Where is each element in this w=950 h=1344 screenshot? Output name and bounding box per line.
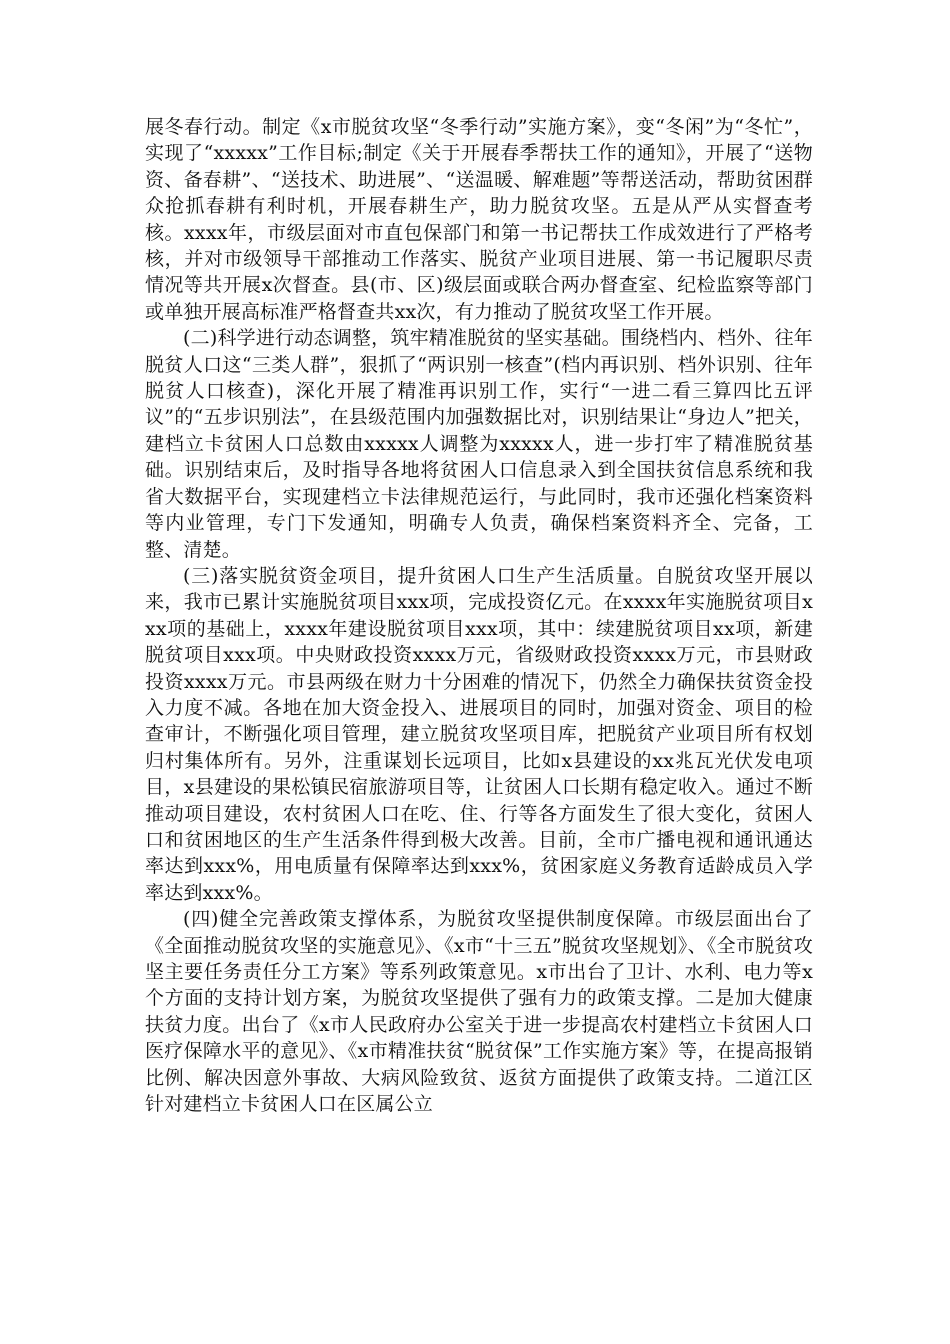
- paragraph-4: (四)健全完善政策支撑体系，为脱贫攻坚提供制度保障。市级层面出台了《全面推动脱贫攻坚的实施意见》、《x市“十三五”脱贫攻坚规划》、《全市脱贫攻坚主要任务责任分工方案》等系列政策意见。x市出台了卫计、水利、电力等x个方面的支持计划方案，为脱贫攻坚提供了强有力的政策支撑。二是加大健康扶贫力度。出台了《x市人民政府办公室关于进一步提高农村建档立卡贫困人口医疗保障水平的意见》、《x市精准扶贫“脱贫保”工作实施方案》等，在提高报销比例、解决因意外事故、大病风险致贫、返贫方面提供了政策支持。二道江区针对建档立卡贫困人口在区属公立: [145, 908, 813, 1116]
- paragraph-3: (三)落实脱贫资金项目，提升贫困人口生产生活质量。自脱贫攻坚开展以来，我市已累计实施脱贫项目xxx项，完成投资亿元。在xxxx年实施脱贫项目xxx项的基础上，xxxx年建设脱贫项目xxx项，其中：续建脱贫项目xx项，新建脱贫项目xxx项。中央财政投资xxxx万元，省级财政投资xxxx万元，市县财政投资xxxx万元。市县两级在财力十分困难的情况下，仍然全力确保扶贫资金投入力度不减。各地在加大资金投入、进展项目的同时，加强对资金、项目的检查审计，不断强化项目管理，建立脱贫攻坚项目库，把脱贫产业项目所有权划归村集体所有。另外，注重谋划长远项目，比如x县建设的xx兆瓦光伏发电项目，x县建设的果松镇民宿旅游项目等，让贫困人口长期有稳定收入。通过不断推动项目建设，农村贫困人口在吃、住、行等各方面发生了很大变化，贫困人口和贫困地区的生产生活条件得到极大改善。目前，全市广播电视和通讯通达率达到xxx%，用电质量有保障率达到xxx%，贫困家庭义务教育适龄成员入学率达到xxx%。: [145, 564, 813, 904]
- paragraph-2: (二)科学进行动态调整，筑牢精准脱贫的坚实基础。围绕档内、档外、往年脱贫人口这“三类人群”，狠抓了“两识别一核查”(档内再识别、档外识别、往年脱贫人口核查)，深化开展了精准再识别工作，实行“一进二看三算四比五评议”的“五步识别法”，在县级范围内加强数据比对，识别结果让“身边人”把关，建档立卡贫困人口总数由xxxxx人调整为xxxxx人，进一步打牢了精准脱贫基础。识别结束后，及时指导各地将贫困人口信息录入到全国扶贫信息系统和我省大数据平台，实现建档立卡法律规范运行，与此同时，我市还强化档案资料等内业管理，专门下发通知，明确专人负责，确保档案资料齐全、完备，工整、清楚。: [145, 327, 813, 561]
- paragraph-1: 展冬春行动。制定《x市脱贫攻坚“冬季行动”实施方案》，变“冬闲”为“冬忙”，实现了“xxxxx”工作目标;制定《关于开展春季帮扶工作的通知》，开展了“送物资、备春耕”、“送技术、助进展”、“送温暖、解难题”等帮送活动，帮助贫困群众抢抓春耕有利时机，开展春耕生产，助力脱贫攻坚。五是从严从实督查考核。xxxx年，市级层面对市直包保部门和第一书记帮扶工作成效进行了严格考核，并对市级领导干部推动工作落实、脱贫产业项目进展、第一书记履职尽责情况等共开展x次督查。县(市、区)级层面或联合两办督查室、纪检监察等部门或单独开展高标准严格督查共xx次，有力推动了脱贫攻坚工作开展。: [145, 116, 814, 323]
- document-body: [145, 114, 813, 1117]
